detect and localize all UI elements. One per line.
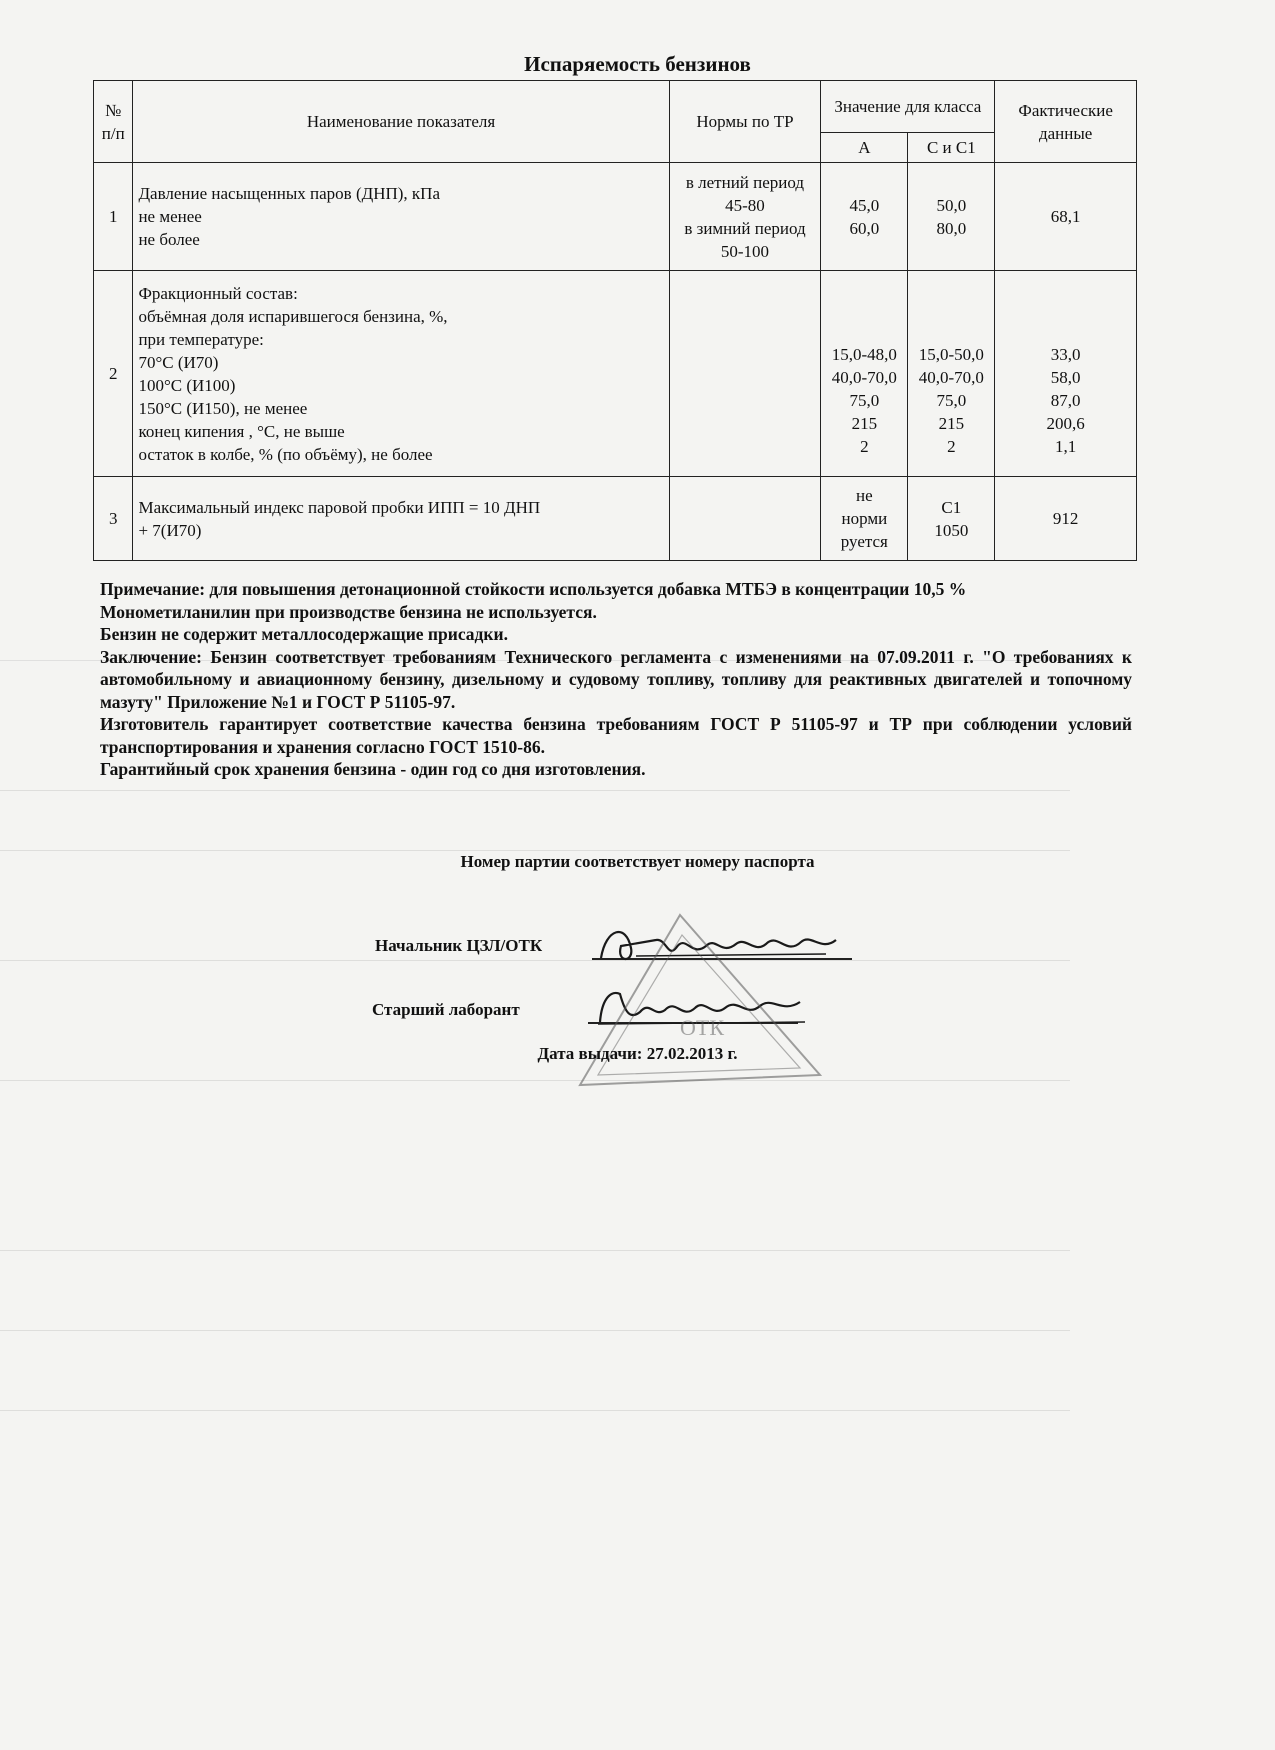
class-a-value: 15,0-48,0	[831, 345, 897, 364]
row-norms	[669, 163, 821, 271]
bleed-through-line	[0, 1080, 1070, 1081]
batch-note: Номер партии соответствует номеру паспорта	[460, 852, 815, 871]
row-name-line: 150°С (И150), не менее	[138, 398, 308, 418]
volatility-table	[93, 80, 1137, 561]
class-c-value: 215	[938, 414, 965, 433]
row-name-line: + 7(И70)	[138, 520, 202, 540]
row-name-line: 70°С (И70)	[138, 352, 219, 372]
row-num: 3	[94, 477, 133, 561]
row-class-c	[908, 271, 995, 477]
document-title: Испаряемость бензинов	[524, 52, 751, 76]
actual-value: 200,6	[1046, 414, 1085, 433]
header-actual: Фактические данные	[995, 81, 1137, 163]
notes-block	[100, 578, 1132, 781]
row-actual: 68,1	[995, 163, 1137, 271]
note-mma: Монометиланилин при производстве бензина не используется.	[100, 601, 597, 622]
row-class-c	[908, 163, 995, 271]
class-a-value: 2	[860, 437, 869, 456]
header-norms: Нормы по ТР	[669, 81, 821, 163]
header-name: Наименование показателя	[133, 81, 669, 163]
norms-line: 45-80	[725, 195, 765, 215]
header-class-c: С и С1	[908, 133, 995, 163]
actual-value: 1,1	[1055, 437, 1077, 456]
note-guarantee: Изготовитель гарантирует соответствие качества бензина требованиям ГОСТ Р 51105-97 и ТР при соблюдении условий транспортирования и хранения согласно ГОСТ 1510-86.	[100, 714, 1132, 757]
row-class-a	[821, 477, 908, 561]
actual-value: 58,0	[1050, 368, 1081, 387]
row-name-line: не менее	[138, 207, 202, 226]
row-norms	[669, 271, 821, 477]
row-class-a	[821, 163, 908, 271]
class-a-value: руется	[840, 532, 888, 551]
class-c-value: 15,0-50,0	[918, 345, 984, 364]
note-shelf-life: Гарантийный срок хранения бензина - один год со дня изготовления.	[100, 759, 646, 779]
row-name-line: конец кипения , °С, не выше	[138, 421, 345, 441]
class-a-value: 45,0	[849, 195, 880, 215]
row-name-line: Максимальный индекс паровой пробки ИПП = 10 ДНП	[138, 497, 541, 517]
row-name-line: объёмная доля испарившегося бензина, %,	[138, 306, 448, 326]
class-c-value: С1	[941, 497, 962, 517]
note-conclusion: Заключение: Бензин соответствует требованиям Технического регламента с изменениями на 07.09.2011 г. "О требованиях к автомобильному и авиационному бензину, дизельному и судовому топливу, топливу для реактивных двигателей и топочному мазуту" Приложение №1 и ГОСТ Р 51105-97.	[100, 646, 1132, 712]
row-class-a	[821, 271, 908, 477]
table-row	[94, 271, 1137, 477]
bleed-through-line	[0, 960, 1070, 961]
row-name-line: остаток в колбе, % (по объёму), не более	[138, 444, 433, 464]
norms-line: 50-100	[720, 241, 770, 261]
lab-label: Старший лаборант	[372, 1000, 520, 1019]
header-num: № п/п	[94, 81, 133, 163]
row-name	[133, 163, 669, 271]
class-a-value: 60,0	[849, 218, 880, 238]
class-a-value: норми	[841, 509, 888, 528]
class-a-value: 40,0-70,0	[831, 368, 897, 387]
triangle-stamp	[560, 905, 840, 1105]
row-name-line: Фракционный состав:	[138, 283, 298, 303]
note-metal: Бензин не содержит металлосодержащие присадки.	[100, 624, 508, 644]
row-actual: 912	[995, 477, 1137, 561]
header-class-a: А	[821, 133, 908, 163]
actual-value: 33,0	[1050, 345, 1081, 364]
class-c-value: 40,0-70,0	[918, 368, 984, 387]
row-actual	[995, 271, 1137, 477]
table-header-row	[94, 81, 1137, 133]
bleed-through-line	[0, 850, 1070, 851]
head-label: Начальник ЦЗЛ/ОТК	[375, 936, 543, 955]
row-name	[133, 271, 669, 477]
issue-date: Дата выдачи: 27.02.2013 г.	[537, 1044, 738, 1063]
table-row	[94, 477, 1137, 561]
class-a-value: 75,0	[849, 391, 880, 410]
norms-line: в летний период	[685, 172, 805, 192]
class-c-value: 2	[947, 437, 956, 456]
bleed-through-line	[0, 790, 1070, 791]
note-additive: Примечание: для повышения детонационной стойкости используется добавка МТБЭ в концентрации 10,5 %	[100, 579, 967, 599]
header-class-value: Значение для класса	[821, 81, 995, 133]
row-name	[133, 477, 669, 561]
class-c-value: 80,0	[936, 218, 967, 238]
actual-value: 87,0	[1050, 391, 1081, 410]
row-name-line: Давление насыщенных паров (ДНП), кПа	[138, 184, 441, 203]
bleed-through-line	[0, 1410, 1070, 1411]
svg-text:ОТК: ОТК	[680, 1015, 724, 1040]
bleed-through-line	[0, 1330, 1070, 1331]
class-a-value: 215	[851, 414, 878, 433]
row-name-line: 100°С (И100)	[138, 375, 236, 395]
norms-line: в зимний период	[684, 218, 806, 238]
class-c-value: 75,0	[936, 391, 967, 410]
class-a-value: не	[856, 486, 873, 505]
row-num: 2	[94, 271, 133, 477]
class-c-value: 50,0	[936, 195, 967, 215]
row-name-line: при температуре:	[138, 329, 264, 349]
class-c-value: 1050	[934, 520, 969, 540]
bleed-through-line	[0, 1250, 1070, 1251]
row-class-c	[908, 477, 995, 561]
row-num: 1	[94, 163, 133, 271]
row-norms	[669, 477, 821, 561]
table-row	[94, 163, 1137, 271]
row-name-line: не более	[138, 230, 200, 249]
